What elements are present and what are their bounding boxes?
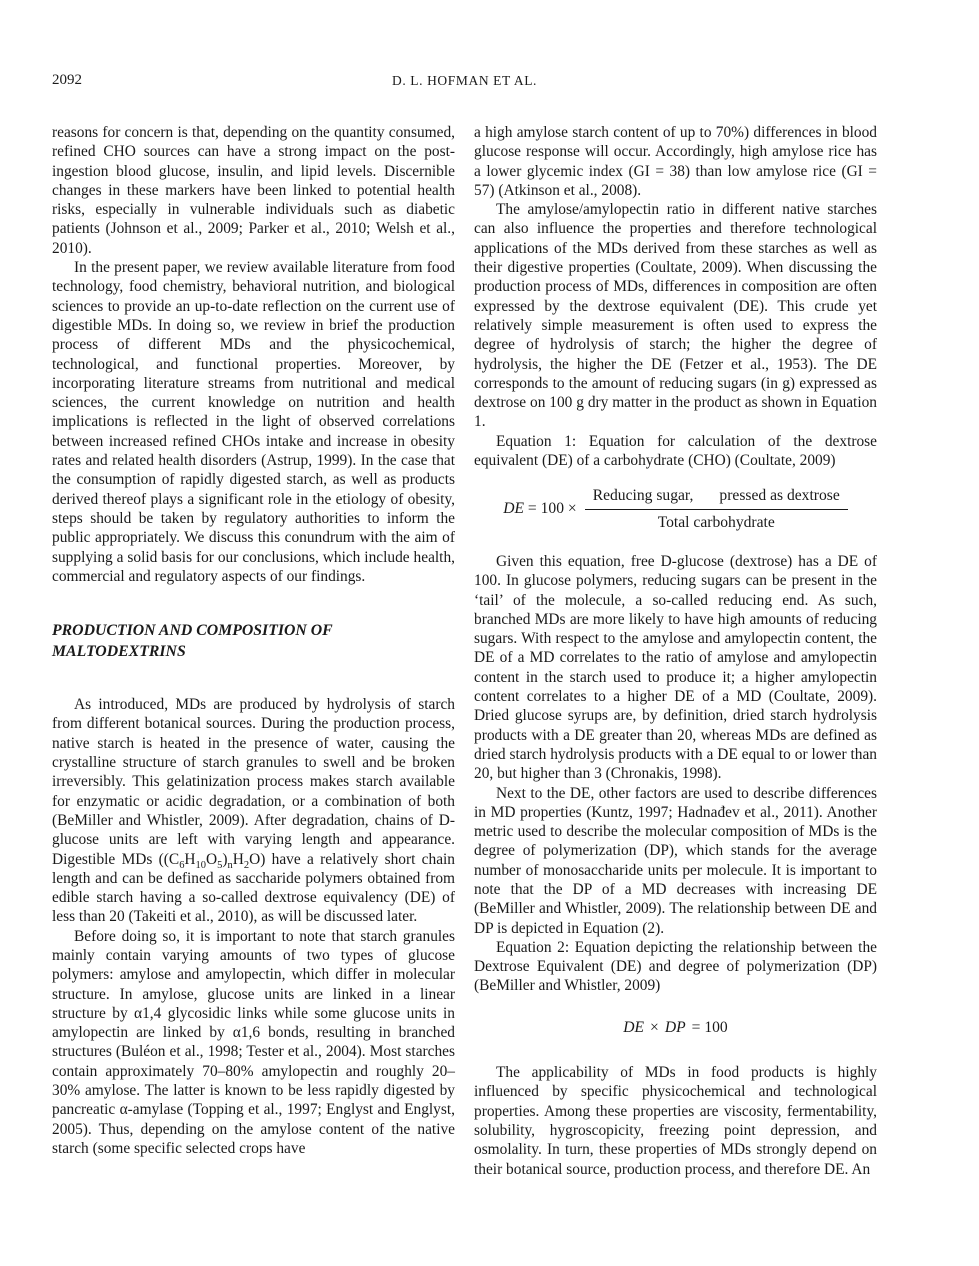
text-segment: H — [184, 850, 196, 868]
equation1-variable-de: DE — [503, 500, 524, 518]
paragraph: Before doing so, it is important to note that starch granules mainly contain varying amounts of two types of glucose polymers: amylose and amylopectin, which differ in molecular structure. In amylose, glucose units are linked in a linear structure by α1,4 glycosidic links while some glucose units in amylopectin are linked by α1,6 bonds, resulting in branched structures (Buléon et al., 1998; Tester et al., 2004). Most starches contain approximately 70–80% amylopectin and roughly 20–30% amylose. The latter is known to be less rapidly digested by pancreatic α-amylase (Topping et al., 1997; Englyst and Englyst, 2005). Thus, depending on the amylose content of the native starch (some specific selected crops have — [52, 927, 455, 1157]
section-heading-line2: MALTODEXTRINS — [52, 643, 186, 661]
numerator-left: Reducing sugar, — [592, 487, 694, 505]
left-column — [52, 123, 455, 1179]
paragraph-with-formula — [52, 695, 455, 927]
paragraph: Given this equation, free D-glucose (dextrose) has a DE of 100. In glucose polymers, reducing sugars can be present in the ‘tail’ of the molecule, a so-called reducing end. As such, branched MDs are more likely to have high amounts of reducing sugars. With respect to the amylose and amylopectin content, the DE of a MD correlates to the ratio of amylose and amylopectin content in the starch used to produce it; a higher amylopectin content correlates to a higher DE of a MD (Coultate, 2009). Dried glucose syrups are, by definition, dried starch hydrolysis products with a DE greater than 20, whereas MDs are defined as dried starch hydrolysis products with a DE equal to or lower than 20, but higher than 3 (Chronakis, 1998). — [474, 552, 877, 783]
running-header — [52, 72, 877, 92]
text-segment: As introduced, MDs are produced by hydrolysis of starch from different botanical sources. During the production process, native starch is heated in the presence of water, causing the crystalline structure of starch granules to swell and be broken irreversibly. This gelatinization process makes starch available for enzymatic or acidic degradation, or a combination of both (BeMiller and Whistler, 2009). After degradation, chains of D-glucose units are left with varying length and appearance. Digestible MDs ((C — [52, 696, 455, 868]
paragraph: In the present paper, we review available literature from food technology, food chemistry, behavioral nutrition, and biological sciences to provide an up-to-date reflection on the current use of digestible MDs. In doing so, we review in brief the production process of different MDs and the physicochemical, technological, and functional properties. Moreover, by incorporating literature streams from nutritional and medical sciences, the current knowledge on nutrition and health implications is reflected in the light of observed correlations between increased refined CHOs intake and increase in obesity rates and related health disorders (Astrup, 1999). In the case that the consumption of rapidly digested starch, as well as products derived thereof plays a significant role in the etiology of obesity, steps should be taken by regulatory authorities to inform the public appropriately. We discuss this conundrum with the aim of supplying a solid basis for our conclusions, which include health, commercial and regulatory aspects of our findings. — [52, 259, 455, 585]
chem-subscript: 10 — [195, 859, 207, 871]
chem-subscript: 5 — [217, 859, 223, 871]
equation2-times-operator: × — [650, 1018, 659, 1036]
equation2-variable-de: DE — [623, 1018, 645, 1036]
running-head-authors: D. L. HOFMAN ET AL. — [391, 73, 538, 88]
equation1-operator: = 100 × — [527, 500, 577, 518]
equation2-caption: Equation 2: Equation depicting the relationship between the Dextrose Equivalent (DE) and degree of polymerization (DP) (BeMiller and Whistler, 2009) — [474, 938, 877, 995]
paragraph: reasons for concern is that, depending on the quantity consumed, refined CHO sources can have a strong impact on the post-ingestion blood glucose, insulin, and lipid levels. Discernible changes in these markers have been linked to potential health risks, especially in vulnerable individuals such as diabetic patients (Johnson et al., 2009; Parker et al., 2010; Welsh et al., 2010). — [52, 124, 455, 257]
paragraph: The applicability of MDs in food products is highly influenced by specific physicochemical and technological properties. Among these properties are viscosity, fermentability, solubility, hygroscopicity, freezing point depression, and osmolality. In turn, these properties of MDs strongly depend on their botanical source, production process, and therefore DE. An — [474, 1064, 877, 1178]
section-heading — [52, 620, 455, 662]
equation1-denominator: Total carbohydrate — [657, 513, 775, 531]
text-segment: O) have a relatively short chain length and can be defined as saccharide polymers obtained from edible starch having a so-called dextrose equivalency (DE) of less than 20 (Takeiti et al., 2010), as will be discussed later. — [52, 850, 455, 926]
text-segment: ) — [222, 850, 228, 868]
chem-subscript: 6 — [179, 859, 185, 871]
paragraph: Next to the DE, other factors are used to describe differences in MD properties (Kuntz, 1997; Hadnađev et al., 2011). Another metric used to describe the molecular composition of MDs is the degree of polymerization (DP), which stands for the average number of monosaccharide units per molecule. It is important to note that the DP of a MD decreases with increasing DE (BeMiller and Whistler, 2009). The relationship between DE and DP is depicted in Equation (2). — [474, 784, 877, 937]
equation1-numerator — [585, 486, 848, 509]
equation-2 — [474, 1018, 877, 1037]
paragraph: a high amylose starch content of up to 70%) differences in blood glucose response will occur. Accordingly, high amylose rice has a lower glycemic index (GI = 38) than low amylose rice (GI = 57) (Atkinson et al., 2008). — [474, 124, 877, 199]
equation1-fraction — [585, 486, 848, 532]
numerator-right: pressed as dextrose — [719, 487, 840, 505]
paragraph: The amylose/amylopectin ratio in different native starches can also influence the properties and therefore technological applications of the MDs derived from these starches as well as their digestive properties (Coultate, 2009). When discussing the production process of MDs, differences in composition are often expressed by the dextrose equivalent (DE). This crude yet relatively simple measurement is often used to express the degree of hydrolysis of starch; the higher the degree of hydrolysis, the higher the DE (Fetzer et al., 1953). The DE corresponds to the amount of reducing sugars (in g) expressed as dextrose on 100 g dry matter in the product as shown in Equation 1. — [474, 201, 877, 431]
chem-subscript: n — [227, 859, 233, 871]
equation2-variable-dp: DP — [664, 1018, 686, 1036]
equation1-caption: Equation 1: Equation for calculation of the dextrose equivalent (DE) of a carbohydrate (CHO) (Coultate, 2009) — [474, 432, 877, 470]
text-segment: O — [206, 850, 218, 868]
equation-1 — [474, 486, 877, 532]
text-segment: H — [232, 850, 244, 868]
page-number: 2092 — [52, 72, 82, 88]
section-heading-line1: PRODUCTION AND COMPOSITION OF — [52, 622, 333, 640]
equation1-lhs — [503, 499, 576, 518]
chem-subscript: 2 — [243, 859, 250, 871]
equation2-rhs: = 100 — [691, 1018, 728, 1036]
two-column-body — [52, 123, 877, 1179]
right-column — [474, 123, 877, 1179]
